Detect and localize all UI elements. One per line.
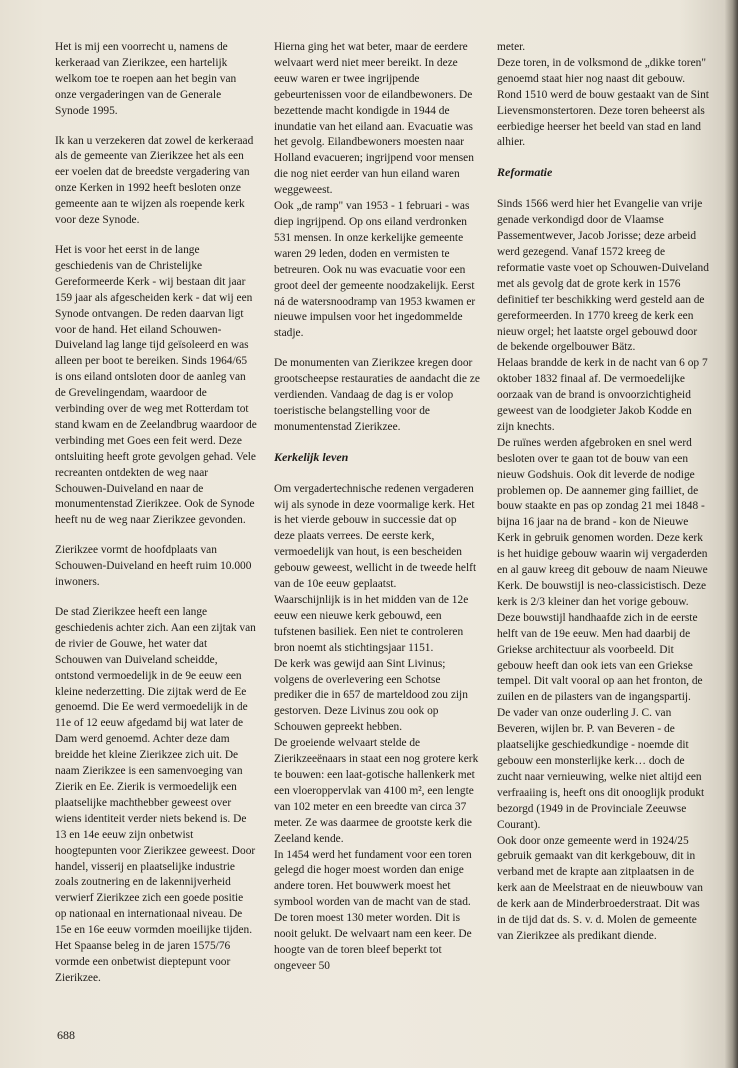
paragraph: De groeiende welvaart stelde de Zierikzeeënaars in staat een nog grotere kerk te bouwen: een laat-gotische hallenkerk met een vloeroppervlak van 4100 m², een lengte van 102 meter en een breedte van circa 37 meter. Ze was daarmee de grootste kerk die Zeeland kende. <box>274 737 479 845</box>
paragraph: Het is voor het eerst in de lange geschiedenis van de Christelijke Gereformeerde Kerk - wij bestaan dit jaar 159 jaar als afgescheiden kerk - dat wij een Synode ontvangen. De reden daarvan ligt voor de hand. Het eiland Schouwen-Duiveland lag lange tijd geïsoleerd en was alleen per boot te bereiken. Sinds 1964/65 is ons eiland ontsloten door de aanleg van de Grevelingendam, waardoor de verbinding over de weg met Rotterdam tot stand kwam en de Zeelandbrug waardoor de verbinding met Goes een feit werd. Deze ontsluiting heeft grote gevolgen gehad. Vele recreanten ontdekten de weg naar Schouwen-Duiveland en naar de monumentenstad Zierikzee. Ook de Synode heeft nu de weg naar Zierikzee gevonden. <box>55 243 257 527</box>
column-1 <box>55 40 257 1001</box>
paragraph: Deze toren, in de volksmond de „dikke toren" genoemd staat hier nog naast dit gebouw. Rond 1510 werd de bouw gestaakt van de Sint Lievensmonstertoren. Deze toren beheerst als eerbiedige heerser het beeld van stad en land alhier. <box>497 56 709 149</box>
column-2 <box>274 40 480 975</box>
paragraph: In 1454 werd het fundament voor een toren gelegd die hoger moest worden dan enige andere toren. Het bouwwerk moest het symbool worden van de macht van de stad. De toren moest 130 meter worden. Dit is nooit gelukt. De welvaart nam een keer. De hoogte van de toren bleef beperkt tot ongeveer 50 <box>274 848 472 972</box>
paragraph: De monumenten van Zierikzee kregen door grootscheepse restauraties de aandacht die ze verdienden. Vandaag de dag is er volop toeristische belangstelling voor de monumentenstad Zierikzee. <box>274 357 480 433</box>
paragraph: Om vergadertechnische redenen vergaderen wij als synode in deze voormalige kerk. Het is het vierde gebouw in successie dat op deze plaats verrees. De eerste kerk, vermoedelijk van hout, is een bescheiden gebouw geweest, wellicht in de tweede helft van de 10e eeuw geplaatst. <box>274 482 477 591</box>
paragraph: Het is mij een voorrecht u, namens de kerkeraad van Zierikzee, een hartelijk welkom toe te roepen aan het begin van onze vergaderingen van de Generale Synode 1995. <box>55 41 237 117</box>
section-heading-kerkelijk-leven: Kerkelijk leven <box>274 449 349 464</box>
paragraph: Sinds 1566 werd hier het Evangelie van vrije genade verkondigd door de Vlaamse Passementwever, Jacob Jorisse; deze arbeid werd gezegend. Vanaf 1572 kreeg de reformatie vaste voet op Schouwen-Duiveland met als gevolg dat de grote kerk in 1576 definitief ter beschikking werd gesteld aan de gereformeerden. In 1770 kreeg de kerk een nieuw orgel; het laatste orgel gebouwd door de bekende orgelbouwer Bätz. <box>497 198 709 354</box>
paragraph: De vader van onze ouderling J. C. van Beveren, wijlen br. P. van Beveren - de plaatselijke geschiedkundige - noemde dit gebouw een monsterlijke kerk… doch de zucht naar vernieuwing, welke niet altijd een verfraaiing is, heeft ons dit onooglijk produkt bezorgd (1949 in de Provinciale Zeeuwse Courant). <box>497 707 705 831</box>
paragraph: De ruïnes werden afgebroken en snel werd besloten over te gaan tot de bouw van een nieuw Godshuis. Ook dit leverde de nodige problemen op. De aannemer ging failliet, de bouw staakte en pas op zondag 21 mei 1848 - bijna 16 jaar na de brand - kon de Nieuwe Kerk in gebruik genomen worden. Deze kerk is het huidige gebouw waarin wij vergaderden en al gauw kreeg dit gebouw de naam Nieuwe Kerk. De bouwstijl is neo-classicistisch. Deze kerk is 2/3 kleiner dan het vorige gebouw. Deze bouwstijl handhaafde zich in de eerste helft van de 19e eeuw. Men had daarbij de Griekse architectuur als voorbeeld. Dit gebouw heeft dan ook iets van een Griekse tempel. Dit valt vooral op aan het fronton, de zuilen en de pilasters van de ingangspartij. <box>497 436 708 704</box>
page-number: 688 <box>57 1028 75 1042</box>
page-edge-shadow <box>724 0 738 1068</box>
paragraph: Zierikzee vormt de hoofdplaats van Schouwen-Duiveland en heeft ruim 10.000 inwoners. <box>55 544 252 589</box>
column-3 <box>497 40 709 945</box>
paragraph: Ik kan u verzekeren dat zowel de kerkeraad als de gemeente van Zierikzee het als een eer voelen dat de breedste vergadering van onze Kerken in 1992 heeft besloten onze gemeente aan te wijzen als roepende kerk voor deze Synode. <box>55 134 254 227</box>
paragraph: Ook door onze gemeente werd in 1924/25 gebruik gemaakt van dit kerkgebouw, dit in verband met de krapte aan zitplaatsen in de kerk aan de Meelstraat en de nieuwbouw van de kerk aan de Minderbroederstraat. Dit was in de tijd dat ds. S. v. d. Molen de gemeente van Zierikzee als predikant diende. <box>497 834 703 942</box>
paragraph: Helaas brandde de kerk in de nacht van 6 op 7 oktober 1832 finaal af. De vermoedelijke oorzaak van de brand is onvoorzichtigheid geweest van de loodgieter Jakob Kodde en zijn knechts. <box>497 357 708 433</box>
paragraph: Hierna ging het wat beter, maar de eerdere welvaart werd niet meer bereikt. In deze eeuw waren er twee ingrijpende gebeurtenissen voor de eilandbewoners. De bezettende macht kondigde in 1944 de inundatie van het eiland aan. Evacuatie was het gevolg. Eilandbewoners moesten naar Holland evacueren; ingrijpend voor mensen die nog niet eerder van hun eiland waren weggeweest. <box>274 41 474 197</box>
paragraph: Waarschijnlijk is in het midden van de 12e eeuw een nieuwe kerk gebouwd, een tufstenen basiliek. Een niet te controleren bron noemt als stichtingsjaar 1151. <box>274 594 469 654</box>
paragraph: De kerk was gewijd aan Sint Livinus; volgens de overlevering een Schotse prediker die in 657 de marteldood zou zijn gestorven. Deze Livinus zou ook op Schouwen gepreekt hebben. <box>274 657 468 734</box>
paragraph: De stad Zierikzee heeft een lange geschiedenis achter zich. Aan een zijtak van de rivier de Gouwe, het water dat Schouwen van Duiveland scheidde, ontstond vermoedelijk in de 9e eeuw een kleine nederzetting. Die zijtak werd de Ee genoemd. Die Ee werd vermoedelijk in de 11e of 12 eeuw afgedamd bij wat later de Dam werd genoemd. Achter deze dam breidde het kleine Zierikzee zich uit. De naam Zierikzee is een samenvoeging van Zierik en Ee. Zierik is vermoedelijk een plaatselijke machthebber geweest over wiens identiteit verder niets bekend is. De 13 en 14e eeuw zijn onbetwist hoogtepunten voor Zierikzee geweest. Door handel, visserij en plaatselijke industrie zoals zoutnering en de lakennijverheid verwierf Zierikzee zich een goede positie op nationaal en internationaal niveau. De 15e en 16e eeuw vormden moeilijke tijden. Het Spaanse beleg in de jaren 1575/76 vormde een onbetwist dieptepunt voor Zierikzee. <box>55 606 256 984</box>
paragraph: meter. <box>497 41 526 53</box>
paragraph: Ook „de ramp" van 1953 - 1 februari - was diep ingrijpend. Op ons eiland verdronken 531 mensen. In onze kerkelijke gemeente waren 29 leden, doden en vermisten te betreuren. Ook nu was evacuatie voor een groot deel der gemeente noodzakelijk. Eerst ná de watersnoodramp van 1953 kwamen er nieuwe impulsen voor het ingedommelde stadje. <box>274 200 476 340</box>
section-heading-reformatie: Reformatie <box>497 165 553 180</box>
